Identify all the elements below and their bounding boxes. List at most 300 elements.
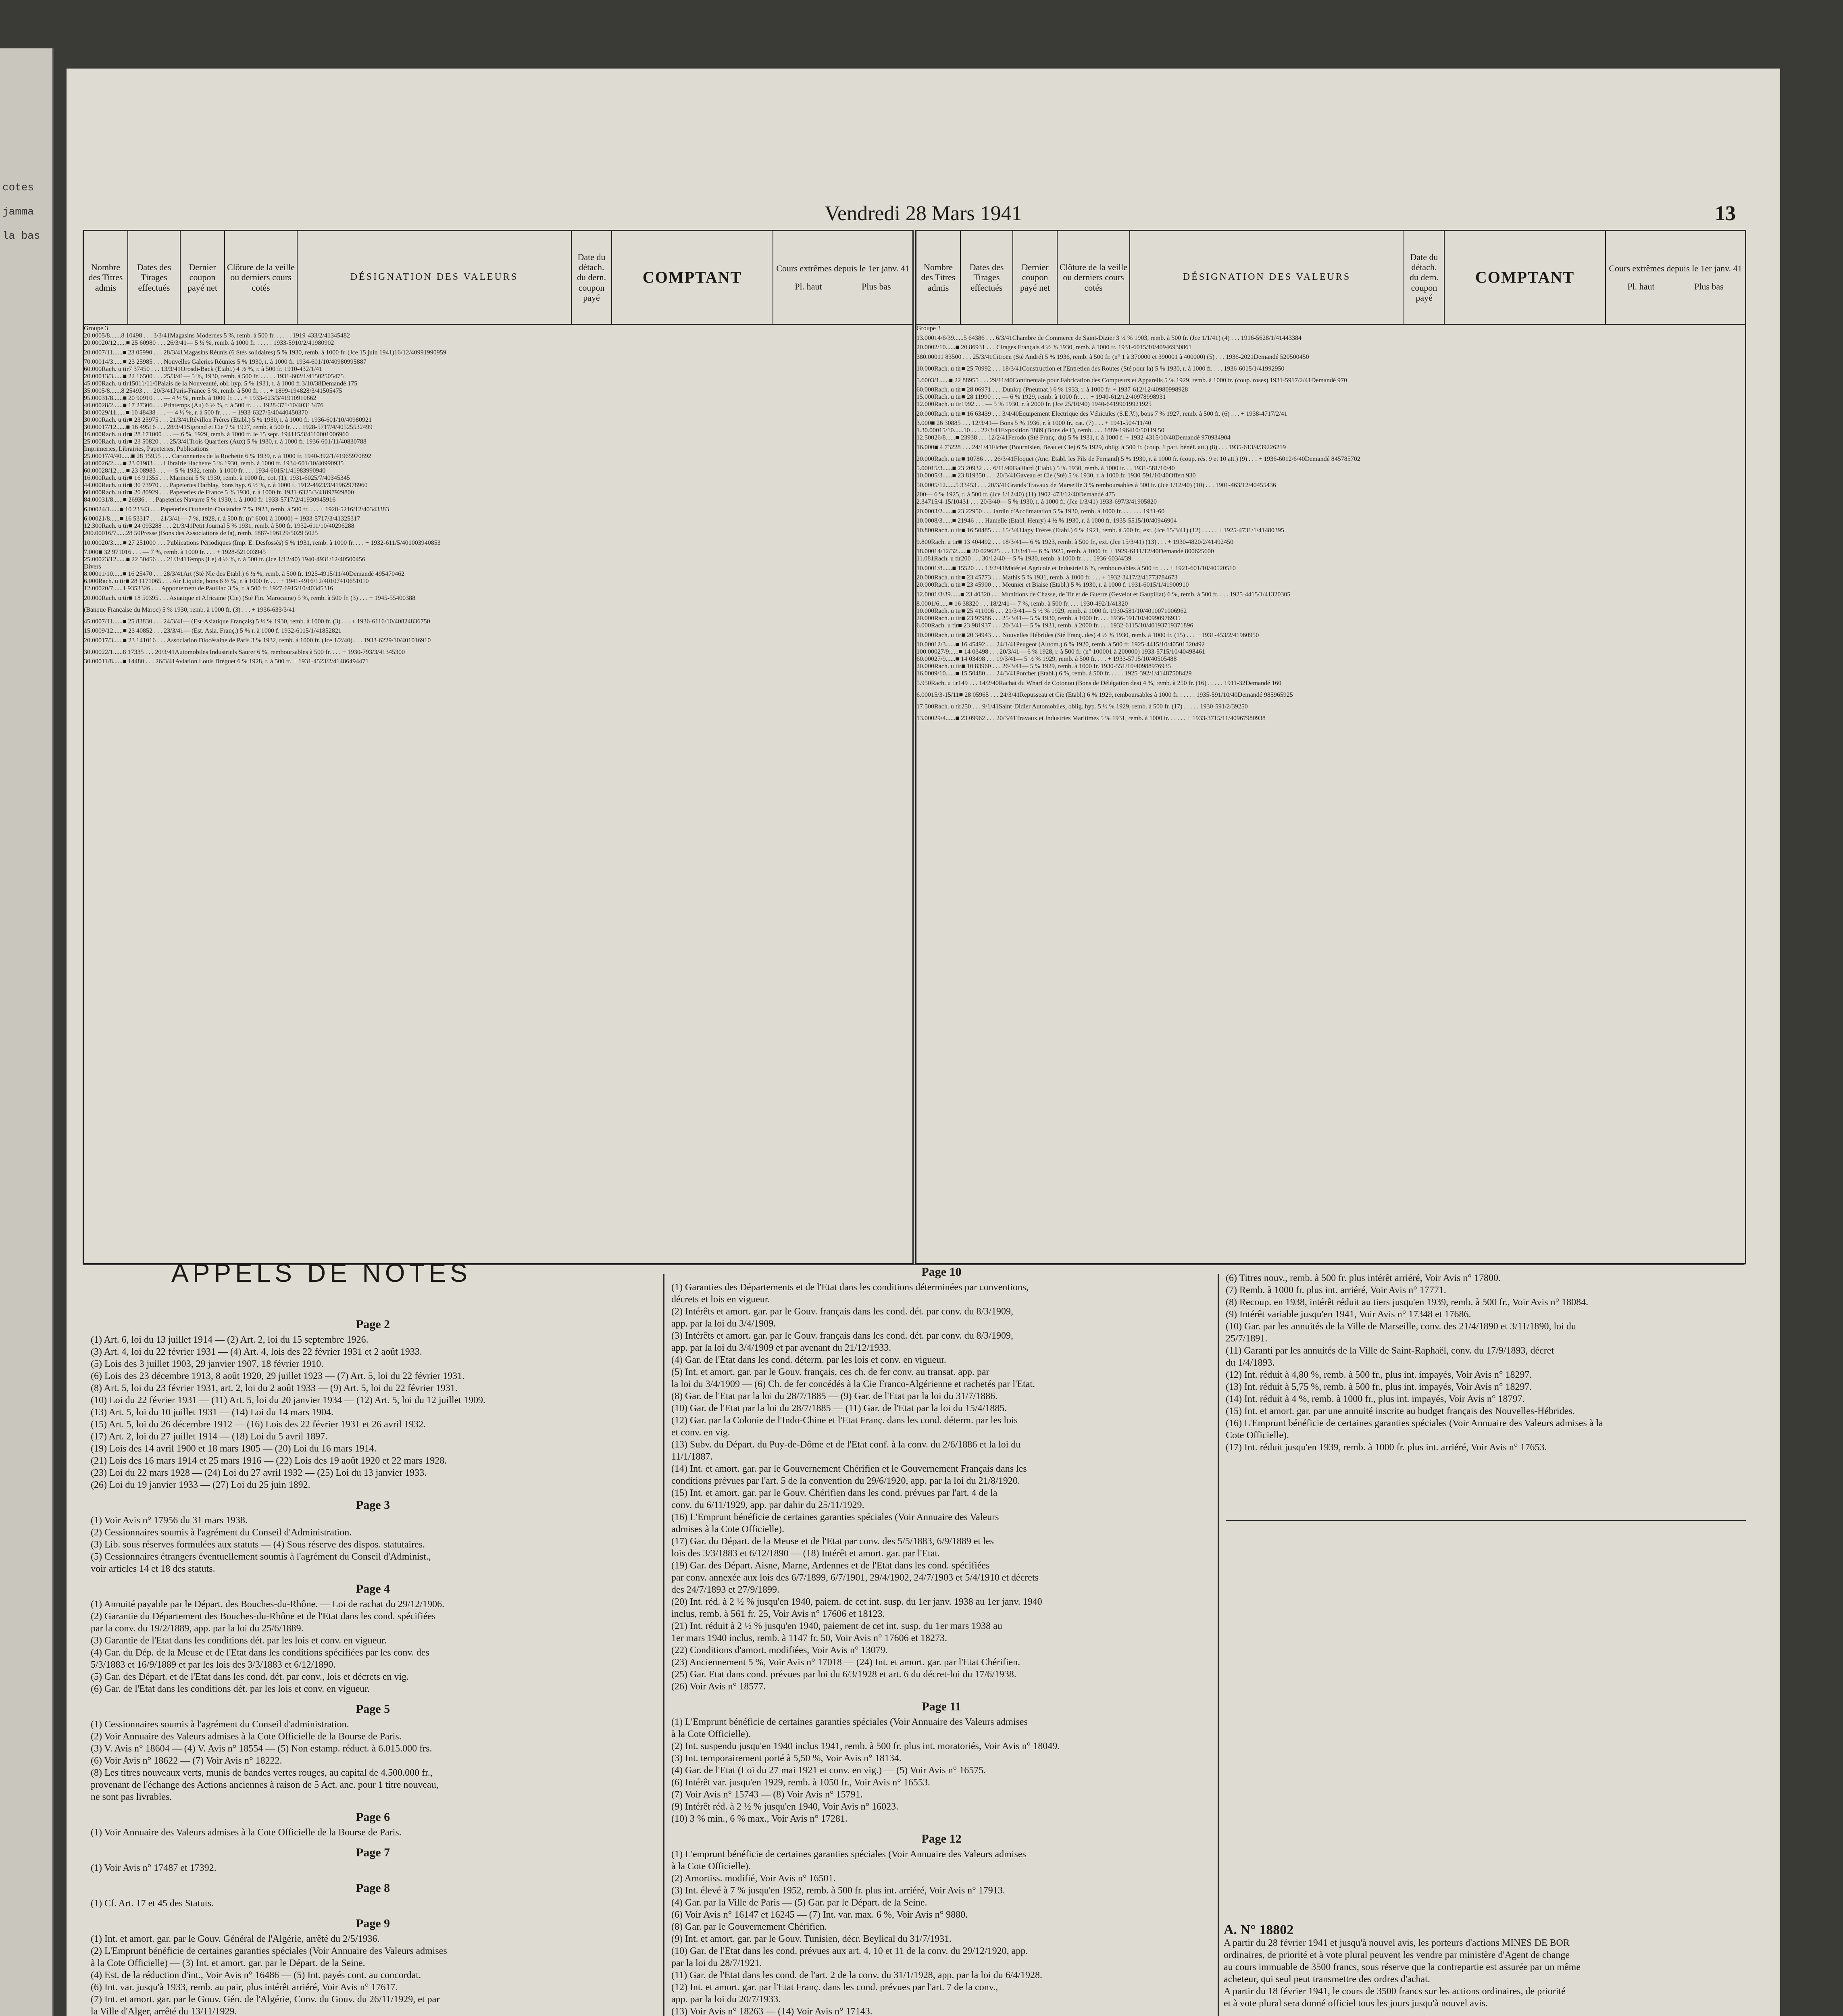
dernier-coupon: 11 83: [937, 354, 952, 360]
cours-plus-haut: 625: [1194, 548, 1204, 555]
dernier-coupon: ■ 23 45: [961, 581, 981, 588]
cloture-veille: 10 . . . 22/3/41: [963, 427, 1001, 434]
tirage-date: 31/8......: [102, 496, 123, 503]
cours-plus-bas: 384: [1291, 335, 1302, 342]
note-line: Cote Officielle).: [1226, 1430, 1289, 1441]
tirage-date: 1/6......: [931, 600, 949, 607]
designation: — (Est-Asiatique Français) 5 ½ % 1930, remb. à 1000 fr. (3) . . . + 1936-61: [183, 618, 378, 625]
note-line: (2) Intérêts et amort. gar. par le Gouv. français dans les cond. dét. par conv. du 8/3/1909,: [671, 1306, 1013, 1317]
comptant-price: 897: [325, 489, 335, 496]
tirage-date: 16/7......: [105, 530, 126, 537]
titres-admis: 6.000: [84, 578, 98, 585]
cours-plus-haut: 508: [1172, 670, 1182, 677]
dernier-coupon: ■ 14 03: [955, 656, 976, 662]
cours-plus-haut: 1003: [243, 549, 256, 556]
cloture-veille: 910 . . .: [143, 395, 164, 402]
tirage-date: 24/1......: [98, 506, 120, 513]
designation: Gaillard (Etabl.) 5 % 1930, remb. à 1000 fr. . . 1931-58: [1012, 465, 1155, 472]
titres-admis: 25.000: [84, 453, 102, 460]
cours-plus-haut: 830: [347, 438, 357, 445]
cloture-veille: 500 . . . 25/3/41: [952, 354, 993, 360]
note-line: (1) Int. et amort. gar. par le Gouv. Général de l'Algérie, arrêté du 2/5/1936.: [91, 1934, 380, 1944]
cloture-veille: 773 . . .: [981, 574, 1002, 581]
dernier-coupon: 8 17: [123, 649, 134, 656]
comptant-price: 967: [1236, 715, 1246, 722]
table-row: [84, 489, 912, 496]
dernier-coupon: 1 9353: [123, 585, 141, 592]
note-line: à la Cote Officielle) — (3) Int. et amort. gar. par le Départ. de la Seine.: [91, 1958, 365, 1968]
cloture-veille: 343 . . .: [140, 506, 161, 513]
date-detach: 1/10/40: [1197, 565, 1216, 572]
comptant-price: 988: [1141, 663, 1152, 670]
cours-plus-haut: 345: [330, 475, 340, 481]
titres-admis: 10.000: [916, 632, 934, 639]
tirage-date: 5/12......: [934, 482, 956, 489]
cloture-veille: 1016 . . .: [143, 637, 167, 644]
titres-admis: 12.300: [84, 523, 102, 529]
cours-plus-haut: 345: [314, 585, 324, 592]
comptant-price: 980: [337, 358, 347, 365]
cours-plus-haut: 980: [352, 417, 362, 423]
table-row: [916, 408, 1745, 420]
table-row: [916, 351, 1745, 363]
designation: Travaux et Industries Maritimes 5 % 1931, remb. à 1000 fr. . . . . . + 1933-37: [1016, 715, 1214, 722]
comptant-price: 910: [287, 395, 297, 402]
note-line: app. par la loi du 20/7/1933.: [671, 1994, 781, 2005]
table-row: [84, 438, 912, 446]
designation: Trois Quartiers (Aux) 5 % 1930, r. à 1000 fr. 1936-60: [189, 438, 328, 445]
designation: Palais de la Nouveauté, obl. hyp. 5 % 1931, r. à 1000 fr.: [157, 380, 302, 387]
cours-plus-bas: 305: [1281, 591, 1291, 598]
note-line: (10) Gar. de l'Etat dans les cond. prévues aux art. 4, 10 et 11 de la conv. du 29/12/1920, app.: [671, 1946, 1028, 1956]
comptant-price: 1000: [313, 431, 326, 438]
cours-plus-haut: 520: [1216, 565, 1226, 572]
designation: — 5 %, 1930, remb. à 500 fr. . . . . . 1931-60: [183, 373, 298, 380]
tirage-date: Rach. u tir: [931, 680, 958, 687]
table-row: [916, 615, 1745, 622]
designation: Floquet (Anc. Etabl. les Fils de Fernand) 5 % 1930, r. à 1000 fr. (coup. rés. 9 et 10 att.) (9) . . . + 1936-60: [1014, 456, 1285, 462]
note-line: (8) Recoup. en 1938, intérêt réduit au tiers jusqu'en 1939, remb. à 500 fr., Voir Avis n° 18084.: [1226, 1297, 1589, 1308]
note-line: (6) Lois des 23 décembre 1913, 8 août 1920, 29 juillet 1923 — (7) Art. 5, loi du 22 février 1931.: [91, 1371, 465, 1381]
dernier-coupon: ■ 15 50: [955, 670, 976, 677]
table-row: [916, 401, 1745, 408]
table-row: [916, 506, 1745, 517]
dernier-coupon: ■ 20 86: [955, 344, 976, 351]
note-line: (8) Gar. par le Gouvernement Chérifien.: [671, 1922, 827, 1932]
notes-column-1: [91, 1310, 655, 2016]
cloture-veille: 1000 . . .: [143, 539, 167, 546]
titres-admis: 18.000: [916, 548, 934, 555]
cloture-veille: 992 . . . 18/3/41: [981, 365, 1022, 372]
dernier-coupon: ■ 23 50: [129, 438, 149, 445]
table-row: [84, 585, 912, 592]
designation: Ferodo (Sté Franç. du) 5 % 1931, r. à 1000 f. + 1932-43: [1008, 434, 1152, 441]
tirage-date: 31/8......: [102, 395, 123, 402]
table-row: [916, 344, 1745, 351]
cloture-veille: 317 . . . 21/3/41: [140, 515, 181, 522]
cours-plus-bas: 673: [1168, 574, 1178, 581]
dernier-coupon: ■ 20 34: [961, 632, 981, 639]
titres-admis: 20.000: [84, 637, 102, 644]
designation: — 6 % 1923, remb. à 500 fr., ext. (Jce 15/3/41) (13) . . . + 1930-48: [1022, 539, 1195, 546]
dernier-coupon: ■ 26: [123, 496, 135, 503]
titres-admis: 10.000: [916, 565, 934, 572]
dernier-coupon: ■ 23 08: [126, 467, 146, 474]
cours-plus-haut: 980: [1246, 715, 1256, 722]
titres-admis: 20.000: [916, 615, 934, 622]
titres-admis: 20.000: [916, 574, 934, 581]
note-line: (1) Cf. Art. 17 et 45 des Statuts.: [91, 1898, 214, 1909]
cours-plus-bas: 945: [256, 549, 266, 556]
cours-plus-bas: 370: [298, 409, 308, 416]
cours-plus-haut: 320: [1118, 600, 1128, 607]
cours-plus-haut: 345: [385, 649, 396, 656]
table-row: [916, 394, 1745, 401]
cloture-veille: 149 . . . 14/2/40: [958, 680, 999, 687]
cloture-veille: 1000 . . .: [148, 431, 173, 438]
cours-plus-haut: 990: [306, 467, 316, 474]
titres-admis: 9.800: [916, 539, 931, 546]
designation: Presse (Bons des Associations de la), remb. 1887-1961: [140, 530, 282, 537]
date-detach: 3/10/38: [302, 380, 321, 387]
note-line: (17) Art. 2, loi du 27 juillet 1914 — (18) Loi du 5 avril 1897.: [91, 1431, 328, 1442]
note-line: inclus, remb. à 561 fr. 25, Voir Avis n° 17606 et 18123.: [671, 1609, 885, 1619]
comptant-price: 440: [279, 409, 289, 416]
cloture-veille: 936 . . .: [135, 496, 156, 503]
designation: Munitions de Chasse, de Tir et de Guerre (Gevelot et Gaupillat) 6 %, remb. à 500 fr. . . . 1925-44: [1001, 591, 1252, 598]
note-line: (4) Est. de la réduction d'int., Voir Avis n° 16486 — (5) Int. payés cont. au concordat.: [91, 1970, 421, 1981]
titres-admis: 30.000: [84, 658, 102, 665]
date-detach: 25/3/41: [305, 489, 325, 496]
note-line: 25/7/1891.: [1226, 1333, 1268, 1344]
titres-admis: 10.000: [84, 539, 102, 546]
dernier-coupon: ■ 23 40: [123, 627, 143, 634]
tirage-date: 11/10......: [98, 571, 123, 577]
date-detach: 11/12/40: [1136, 548, 1159, 555]
note-line: la loi du 3/4/1909 — (6) Ch. de fer concédés à la Cie Franco-Algérienne et rachetés par l'Etat.: [671, 1379, 1035, 1389]
dernier-coupon: ■ 14 03: [958, 648, 979, 655]
titres-admis: 100.000: [916, 648, 937, 655]
table-row: [84, 409, 912, 417]
cours-plus-bas: 962: [1177, 608, 1187, 614]
table-row: [84, 467, 912, 475]
table-row: [84, 424, 912, 431]
dernier-coupon: ■ 18 50: [129, 595, 149, 602]
titres-admis: 40.000: [84, 460, 102, 467]
designation: Appontement de Pauillac 3 %, r. à 500 fr. 1927-69: [161, 585, 291, 592]
cloture-veille: 200 . . . 30/12/40: [961, 555, 1005, 562]
cloture-veille: 960 . . . 26/3/41: [981, 663, 1022, 670]
comptant-price: Offert 930: [1168, 472, 1196, 479]
note-line: à la Cote Officielle).: [671, 1729, 751, 1739]
cours-plus-bas: 931: [1156, 394, 1166, 400]
col-cloture: Clôture de la veille ou derniers cours cotés: [225, 231, 298, 324]
date-detach: 1/10/40: [304, 460, 325, 467]
cours-plus-bas: 904: [1220, 434, 1231, 441]
table-row: [916, 491, 1745, 498]
note-line: (16) L'Emprunt bénéficie de certaines garanties spéciales (Voir Annuaire des Valeurs admises à la: [1226, 1418, 1603, 1429]
tirage-date: Rach. u tir: [934, 386, 962, 393]
date-detach: 3/12/40: [1237, 482, 1257, 489]
note-line: (13) Int. réduit à 5,75 %, remb. à 500 fr., plus int. impayés, Voir Avis n° 18297.: [1226, 1382, 1532, 1392]
cours-plus-haut: 470: [385, 571, 395, 577]
notes-page-heading: Page 10: [921, 1265, 962, 1279]
designation: — 4 ½ %, remb. à 1000 fr. . . . + 1933-62: [164, 395, 271, 402]
dernier-coupon: ■ 10 83: [961, 663, 981, 670]
adjacent-page-edge: [0, 48, 54, 2016]
tirage-date: 15/3......: [931, 465, 952, 472]
cours-plus-bas: 935: [334, 460, 344, 467]
note-line: (7) Remb. à 1000 fr. plus int. arriéré, Voir Avis n° 17771.: [1226, 1285, 1446, 1295]
cours-plus-haut: 1016: [408, 637, 421, 644]
titres-admis: 30.000: [84, 424, 102, 431]
note-line: décrets et lois en vigueur.: [671, 1294, 770, 1305]
comptant-price: Demandé 160: [1245, 680, 1282, 687]
titres-admis: 16.000: [916, 444, 934, 451]
cours-plus-haut: 325: [341, 515, 351, 522]
col-dernier: Dernier coupon payé net: [181, 231, 225, 324]
dernier-coupon: ■ 16 38: [949, 600, 969, 607]
titres-admis: 16.000: [84, 475, 102, 481]
tirage-date: 1/3/39......: [934, 591, 960, 598]
tirage-date: 14/3......: [102, 358, 123, 365]
designation: Repusseau et Cie (Etabl.) 6 % 1929, remboursables à 1000 fr. . . . . . 1935-59: [1020, 691, 1218, 698]
titres-admis: 70.000: [84, 358, 102, 365]
date-detach: 17/2/41: [1291, 377, 1311, 384]
tirage-date: Rach. u tir: [934, 632, 962, 639]
cours-plus-haut: 976: [1161, 615, 1171, 622]
date-detach: 3/4/39: [1250, 444, 1267, 451]
comptant-price: Demandé 970: [1311, 377, 1347, 384]
note-line: (2) Int. suspendu jusqu'en 1940 inclus 1941, remb. à 500 fr. plus int. moratoriés, Voir Avis n° 18049.: [671, 1741, 1060, 1752]
note-line: du 1/4/1893.: [1226, 1358, 1275, 1368]
note-line: admises à la Cote Officielle).: [671, 1524, 785, 1535]
date-detach: 15/11/40: [326, 571, 349, 577]
tirage-date: 5/3......: [934, 472, 952, 479]
dernier-coupon: ■ 23 20: [952, 465, 973, 472]
cloture-veille: 450 . . . 13/3/41: [140, 366, 181, 373]
table-row: [916, 479, 1745, 491]
dernier-coupon: ■ 28 06: [961, 386, 981, 393]
note-line: (15) Int. et amort. gar. par une annuité inscrite au budget français des Nouvelles-Hébrides.: [1226, 1406, 1575, 1416]
dernier-coupon: ■ 28 05: [959, 691, 979, 698]
date-detach: 1/10/40: [1132, 615, 1152, 622]
cloture-veille: 932 . . . 6/11/40: [972, 465, 1013, 472]
column-divider: [663, 1274, 664, 2016]
cours-plus-haut: 500: [1289, 354, 1299, 360]
cloture-veille: 498 . . . 19/3/41: [975, 656, 1016, 662]
cours-plus-bas: 316: [323, 585, 333, 592]
dernier-coupon: ■ 23 819: [952, 472, 976, 479]
cours-plus-bas: 925: [1283, 691, 1293, 698]
table-row: [84, 366, 912, 373]
cours-plus-haut: 980: [314, 339, 325, 346]
designation: Matériel Agricole et Industriel 6 %, remboursables à 500 fr. . . . + 1921-60: [1005, 565, 1197, 572]
cloture-veille: 830 . . . 24/3/41: [142, 618, 183, 625]
titres-admis: 12.500: [916, 434, 934, 441]
dernier-coupon: ■ 10: [961, 456, 973, 462]
cours-plus-bas: 935: [1161, 663, 1171, 670]
titres-admis: 45.000: [84, 380, 102, 387]
cloture-veille: 350 . . . 20/3/41: [975, 472, 1016, 479]
dernier-coupon: ■ 20 80: [129, 489, 149, 496]
note-line: (4) Gar. de l'Etat dans les cond. déterm. par les lois et conv. en vigueur.: [671, 1355, 946, 1365]
note-line: (23) Anciennement 5 %, Voir Avis n° 17018 — (24) Int. et amort. gar. par l'Etat Chérifien.: [671, 1657, 1020, 1668]
table-row: [916, 472, 1745, 479]
date-detach: 28/1/41: [1262, 335, 1282, 342]
titres-admis: 60.000: [916, 386, 934, 393]
cours-plus-bas: 461: [1195, 648, 1206, 655]
note-line: (4) Gar. de l'Etat (Loi du 27 mai 1921 et conv. en vig.) — (5) Voir Avis n° 16575.: [671, 1765, 986, 1776]
note-line: (11) Gar. de l'Etat dans les cond. de l'art. 2 de la conv. du 31/1/1928, app. par la loi du 6/4/1928.: [671, 1970, 1042, 1981]
note-line: (5) Cessionnaires étrangers éventuellement soumis à l'agrément du Conseil d'Administ.,: [91, 1552, 431, 1562]
cloture-veille: 955 . . . 29/11/40: [969, 377, 1013, 384]
section-heading: Imprimeries, Librairies, Papeteries, Publications: [84, 446, 209, 452]
note-line: (7) Voir Avis n° 15743 — (8) Voir Avis n° 15791.: [671, 1789, 863, 1800]
dernier-coupon: ■ 21: [952, 517, 964, 524]
cours-plus-haut: 910: [297, 395, 307, 402]
col-cours-extremes: [1606, 231, 1745, 324]
designation: Asiatique et Africaine (Cie) (Sté Fin. Marocaine) 5 %, remb. à 500 fr. (3) . . . + 1945-55: [169, 595, 396, 602]
date-detach: 1/10/40: [1122, 663, 1142, 670]
titres-admis: 2.347: [916, 498, 931, 505]
table-row: [84, 549, 912, 556]
avis-line: au cours immuable de 3500 francs, sous réserve que la contrepartie est assurée par un même: [1224, 1962, 1581, 1972]
titres-admis: 45.000: [84, 618, 102, 625]
table-row: [84, 616, 912, 627]
note-line: (9) Int. et amort. gar. par le Gouv. Tunisien, décr. Beylical du 31/7/1931.: [671, 1934, 952, 1944]
tirage-date: 15/10......: [939, 427, 964, 434]
cours-plus-haut: 11: [1147, 427, 1153, 434]
cours-plus-bas: 456: [355, 556, 365, 563]
tirage-date: 1/8......: [934, 565, 952, 572]
cours-plus-bas: 935: [1170, 615, 1181, 622]
note-line: (7) Int. et amort. gar. par le Gouv. Gén. de l'Algérie, Conv. du Gouv. du 26/11/1929, et par: [91, 1994, 440, 2005]
titres-admis: 30.000: [84, 649, 102, 656]
note-line: (10) Loi du 22 février 1931 — (11) Art. 5, loi du 20 janvier 1934 — (12) Art. 5, loi du 12 juillet 1909.: [91, 1395, 485, 1406]
cloture-veille: 493 . . . 20/3/41: [132, 387, 173, 394]
designation: — 5 ½ % 1929, remb. à 500 fr. . . . + 1933-57: [1016, 656, 1135, 662]
designation: Continentale pour Fabrication des Compteurs et Appareils 5 % 1929, remb. à 1000 fr. (coup. roses) 1931-59: [1012, 377, 1291, 384]
date-detach: 15/10/40: [1131, 622, 1155, 629]
cours-plus-haut: 998: [1168, 386, 1179, 393]
page-date: Vendredi 28 Mars 1941: [825, 202, 1022, 225]
section-heading: Divers: [84, 563, 101, 570]
tirage-date: Rach. u tir: [102, 595, 129, 602]
cours-plus-haut: 455: [1256, 482, 1266, 489]
note-line: (3) Lib. sous réserves formulées aux statuts — (4) Sous réserve des dispos. statutaires.: [91, 1539, 425, 1550]
pl-haut-label: Pl. haut: [1627, 281, 1655, 292]
tirage-date: 9/12......: [102, 627, 123, 634]
note-line: (21) Int. réduit à 2 ½ % jusqu'en 1940, paiement de cet int. susp. du 1er mars 1938 au: [671, 1621, 1002, 1631]
table-body: [916, 325, 1745, 1263]
table-row: [916, 648, 1745, 656]
notes-page-heading: Page 4: [356, 1582, 390, 1595]
date-detach: 15/10/40: [1134, 656, 1158, 662]
tirage-date: 5/8.......: [102, 332, 121, 339]
notes-page-heading: Page 12: [921, 1832, 962, 1845]
cours-plus-bas: 462: [395, 571, 405, 577]
dernier-coupon: 150: [129, 380, 139, 387]
cours-plus-haut: 940: [421, 539, 431, 546]
tirage-date: 20/3......: [102, 539, 123, 546]
col-dates: Dates des Tirages effectués: [128, 231, 181, 324]
tirage-date: Rach. u tir: [931, 622, 958, 629]
table-row: [916, 641, 1745, 648]
tirage-date: 7/11......: [102, 618, 123, 625]
cours-plus-haut: 296: [335, 523, 345, 529]
note-line: (1) Voir Avis n° 17956 du 31 mars 1938.: [91, 1515, 248, 1526]
date-detach: 3/2/41: [314, 332, 331, 339]
titres-admis: 12.000: [916, 401, 934, 408]
date-detach: 15/1/41: [1150, 581, 1170, 588]
note-line: (17) Int. réduit jusqu'en 1939, remb. à 1000 fr. plus int. arriéré, Voir Avis n° 17653.: [1226, 1442, 1547, 1453]
cloture-veille: 983 . . .: [146, 467, 167, 474]
cours-plus-haut: 532: [353, 424, 363, 431]
cours-plus-haut: 784: [1158, 574, 1168, 581]
cloture-veille: 980 . . . 26/3/41: [146, 339, 187, 346]
comptant-price: Demandé 985: [1237, 691, 1274, 698]
note-line: (25) Gar. Etat dans cond. prévues par loi du 6/3/1928 et art. 6 du décret-loi du 17/6/1938.: [671, 1669, 1016, 1680]
cours-plus-haut: 226: [1266, 444, 1277, 451]
designation: — 6 % 1929, remb. à 1000 fr. . . . + 1940-61: [1002, 394, 1117, 400]
designation: Construction et l'Entretien des Routes (Sté pour la) 5 % 1930, r. à 1000 fr. . . . 1936-60: [1022, 365, 1245, 372]
plus-bas-label: Plus bas: [861, 281, 891, 292]
comptant-price: 978: [1137, 394, 1147, 400]
note-line: (1) Garanties des Départements et de l'Etat dans les conditions déterminées par conventions,: [671, 1282, 1029, 1293]
titres-admis: 20.000: [916, 581, 934, 588]
table-row: [916, 498, 1745, 506]
cours-plus-bas: 750: [420, 618, 430, 625]
titres-admis: 25.000: [84, 438, 102, 445]
note-line: (9) Intérêt réd. à 2 ½ % jusqu'en 1940, Voir Avis n° 16023.: [671, 1801, 899, 1812]
date-detach: 2/1/41: [298, 373, 315, 380]
titres-admis: 20.000: [916, 456, 934, 462]
tirage-date: 26/8......: [934, 434, 956, 441]
note-line: par la conv. du 19/2/1889, app. par la loi du 25/6/1889.: [91, 1623, 304, 1634]
fragment-text: jamma: [2, 206, 34, 218]
cours-plus-bas: 940: [316, 467, 326, 474]
cours-plus-bas: 821: [331, 627, 342, 634]
cloture-veille: 228 . . . 24/1/41: [951, 444, 992, 451]
cours-plus-haut: 960: [1239, 632, 1249, 639]
tirage-date: 28/2......: [102, 402, 123, 409]
note-line: (2) Amortiss. modifié, Voir Avis n° 16501.: [671, 1873, 836, 1884]
note-line: (13) Subv. du Départ. du Puy-de-Dôme et de l'Etat conf. à la conv. du 2/6/1886 et la loi du: [671, 1439, 1021, 1450]
titres-admis: 10.800: [916, 527, 934, 534]
date-detach: 28/3/41: [303, 387, 323, 394]
date-detach: 7/3/41: [1121, 498, 1137, 505]
titres-admis: 10.000: [916, 365, 934, 372]
cours-plus-haut: 520: [1185, 641, 1195, 648]
table-row: [916, 581, 1745, 589]
tirage-date: Rach. u tir: [102, 489, 129, 496]
dernier-coupon: ■ 22 50: [126, 556, 146, 563]
column-divider: [1218, 1274, 1219, 2016]
cloture-veille: 250 . . . 9/1/41: [961, 703, 999, 710]
note-line: (1) Cessionnaires soumis à l'agrément du Conseil d'administration.: [91, 1719, 349, 1730]
tirage-date: Rach. u tir: [102, 366, 129, 373]
cours-plus-bas: 300: [395, 649, 405, 656]
dernier-coupon: ■ 23 09: [955, 715, 976, 722]
comptant-price: Demandé 175: [321, 380, 358, 387]
note-line: (11) Garanti par les annuités de la Ville de Saint-Raphaël, conv. du 17/9/1893, décret: [1226, 1345, 1554, 1356]
date-detach: 23/3/41: [319, 482, 339, 489]
cloture-veille: 492 . . . 24/1/41: [975, 641, 1016, 648]
cloture-veille: 962 . . . 20/3/41: [975, 715, 1016, 722]
note-line: lois des 3/3/1883 et 6/12/1890 — (18) Intérêt et amort. gar. par l'Etat.: [671, 1548, 940, 1559]
note-line: (21) Lois des 16 mars 1914 et 25 mars 1916 — (22) Lois des 19 août 1920 et 22 mars 1928.: [91, 1456, 447, 1466]
